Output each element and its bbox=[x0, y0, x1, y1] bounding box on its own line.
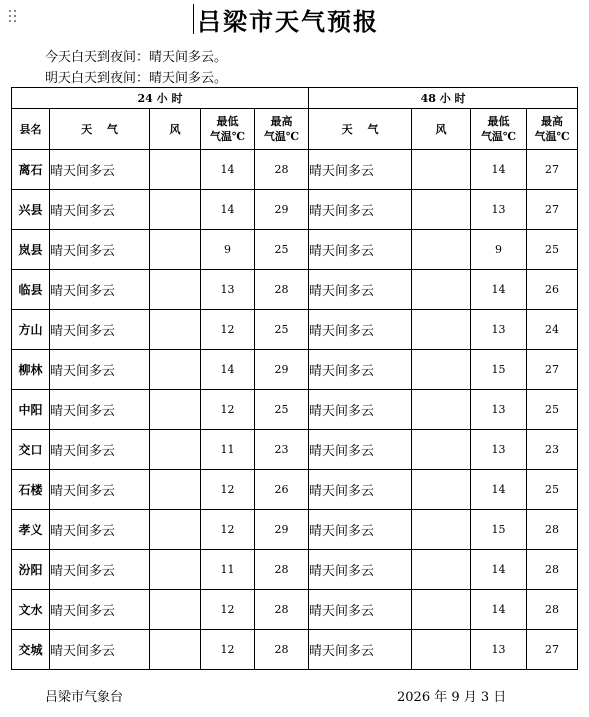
low-temp-24-cell[interactable]: 12 bbox=[201, 310, 255, 350]
table-row bbox=[12, 230, 578, 270]
issuer-label: 吕梁市气象台 bbox=[45, 690, 124, 705]
high-temp-24-cell[interactable]: 23 bbox=[255, 430, 309, 470]
low-temp-48-cell[interactable]: 13 bbox=[471, 390, 527, 430]
table-row bbox=[12, 270, 578, 310]
weather-24-cell[interactable]: 晴天间多云 bbox=[50, 230, 150, 270]
high-temp-24-cell[interactable]: 28 bbox=[255, 630, 309, 670]
weather-24-cell[interactable]: 晴天间多云 bbox=[50, 630, 150, 670]
county-cell[interactable]: 临县 bbox=[12, 270, 50, 310]
wind-24-cell[interactable] bbox=[150, 430, 201, 470]
summary-today: 今天白天到夜间：晴天间多云。 bbox=[45, 50, 228, 65]
col-wind-48-header: 风 bbox=[412, 109, 471, 150]
weather-48-cell[interactable]: 晴天间多云 bbox=[309, 190, 412, 230]
wind-24-cell[interactable] bbox=[150, 150, 201, 190]
weather-24-cell[interactable]: 晴天间多云 bbox=[50, 390, 150, 430]
high-temp-24-cell[interactable]: 25 bbox=[255, 390, 309, 430]
high-temp-48-cell[interactable]: 28 bbox=[527, 550, 578, 590]
county-cell[interactable]: 中阳 bbox=[12, 390, 50, 430]
high-temp-24-cell[interactable]: 26 bbox=[255, 470, 309, 510]
high-temp-48-cell[interactable]: 28 bbox=[527, 510, 578, 550]
weather-48-cell[interactable]: 晴天间多云 bbox=[309, 150, 412, 190]
wind-24-cell[interactable] bbox=[150, 350, 201, 390]
weather-48-cell[interactable]: 晴天间多云 bbox=[309, 590, 412, 630]
county-cell[interactable]: 柳林 bbox=[12, 350, 50, 390]
wind-24-cell[interactable] bbox=[150, 470, 201, 510]
col-low-24-line2: 气温℃ bbox=[209, 130, 246, 143]
weather-24-cell[interactable]: 晴天间多云 bbox=[50, 470, 150, 510]
forecast-table bbox=[11, 87, 578, 670]
table-row bbox=[12, 190, 578, 230]
table-row bbox=[12, 510, 578, 550]
col-low-48-line2: 气温℃ bbox=[480, 130, 517, 143]
weather-24-cell[interactable]: 晴天间多云 bbox=[50, 310, 150, 350]
weather-48-cell[interactable]: 晴天间多云 bbox=[309, 350, 412, 390]
text-cursor bbox=[193, 4, 194, 34]
county-cell[interactable]: 石楼 bbox=[12, 470, 50, 510]
low-temp-24-cell[interactable]: 12 bbox=[201, 390, 255, 430]
summary-tomorrow: 明天白天到夜间：晴天间多云。 bbox=[45, 71, 228, 86]
col-high-48-line2: 气温℃ bbox=[534, 130, 570, 143]
page-title[interactable]: 吕梁市天气预报 bbox=[197, 6, 379, 36]
wind-24-cell[interactable] bbox=[150, 510, 201, 550]
high-temp-24-cell[interactable]: 29 bbox=[255, 350, 309, 390]
table-row bbox=[12, 350, 578, 390]
wind-48-cell[interactable] bbox=[412, 470, 471, 510]
low-temp-24-cell[interactable]: 14 bbox=[201, 150, 255, 190]
wind-48-cell[interactable] bbox=[412, 630, 471, 670]
table-row bbox=[12, 390, 578, 430]
low-temp-48-cell[interactable]: 15 bbox=[471, 350, 527, 390]
table-move-handle-icon[interactable] bbox=[9, 10, 17, 26]
col-wind-24-header: 风 bbox=[150, 109, 201, 150]
wind-48-cell[interactable] bbox=[412, 230, 471, 270]
low-temp-24-cell[interactable]: 12 bbox=[201, 470, 255, 510]
col-low-48-header bbox=[471, 109, 527, 150]
high-temp-48-cell[interactable]: 26 bbox=[527, 270, 578, 310]
high-temp-48-cell[interactable]: 25 bbox=[527, 470, 578, 510]
low-temp-24-cell[interactable]: 12 bbox=[201, 590, 255, 630]
weather-24-cell[interactable]: 晴天间多云 bbox=[50, 550, 150, 590]
weather-48-cell[interactable]: 晴天间多云 bbox=[309, 510, 412, 550]
high-temp-48-cell[interactable]: 27 bbox=[527, 190, 578, 230]
low-temp-24-cell[interactable]: 11 bbox=[201, 430, 255, 470]
forecast-table-body bbox=[12, 150, 578, 670]
low-temp-48-cell[interactable]: 14 bbox=[471, 150, 527, 190]
low-temp-48-cell[interactable]: 13 bbox=[471, 310, 527, 350]
high-temp-48-cell[interactable]: 28 bbox=[527, 590, 578, 630]
high-temp-24-cell[interactable]: 25 bbox=[255, 310, 309, 350]
high-temp-48-cell[interactable]: 23 bbox=[527, 430, 578, 470]
wind-24-cell[interactable] bbox=[150, 550, 201, 590]
high-temp-48-cell[interactable]: 25 bbox=[527, 230, 578, 270]
wind-48-cell[interactable] bbox=[412, 550, 471, 590]
weather-24-cell[interactable]: 晴天间多云 bbox=[50, 190, 150, 230]
wind-48-cell[interactable] bbox=[412, 310, 471, 350]
low-temp-24-cell[interactable]: 12 bbox=[201, 510, 255, 550]
low-temp-24-cell[interactable]: 11 bbox=[201, 550, 255, 590]
wind-48-cell[interactable] bbox=[412, 430, 471, 470]
low-temp-24-cell[interactable]: 14 bbox=[201, 190, 255, 230]
wind-48-cell[interactable] bbox=[412, 590, 471, 630]
county-cell[interactable]: 交口 bbox=[12, 430, 50, 470]
high-temp-24-cell[interactable]: 28 bbox=[255, 270, 309, 310]
col-county-header: 县名 bbox=[12, 109, 50, 150]
weather-48-cell[interactable]: 晴天间多云 bbox=[309, 270, 412, 310]
wind-48-cell[interactable] bbox=[412, 190, 471, 230]
wind-48-cell[interactable] bbox=[412, 510, 471, 550]
wind-24-cell[interactable] bbox=[150, 390, 201, 430]
wind-48-cell[interactable] bbox=[412, 150, 471, 190]
low-temp-24-cell[interactable]: 14 bbox=[201, 350, 255, 390]
group-24h-header: 24 小 时 bbox=[12, 88, 309, 109]
col-low-48-line1: 最低 bbox=[487, 115, 510, 128]
low-temp-48-cell[interactable]: 14 bbox=[471, 550, 527, 590]
wind-48-cell[interactable] bbox=[412, 270, 471, 310]
high-temp-48-cell[interactable]: 27 bbox=[527, 630, 578, 670]
county-cell[interactable]: 离石 bbox=[12, 150, 50, 190]
low-temp-24-cell[interactable]: 12 bbox=[201, 630, 255, 670]
table-row bbox=[12, 150, 578, 190]
weather-48-cell[interactable]: 晴天间多云 bbox=[309, 630, 412, 670]
weather-48-cell[interactable]: 晴天间多云 bbox=[309, 430, 412, 470]
weather-24-cell[interactable]: 晴天间多云 bbox=[50, 430, 150, 470]
county-cell[interactable]: 方山 bbox=[12, 310, 50, 350]
county-cell[interactable]: 兴县 bbox=[12, 190, 50, 230]
table-row bbox=[12, 550, 578, 590]
wind-24-cell[interactable] bbox=[150, 190, 201, 230]
weather-48-cell[interactable]: 晴天间多云 bbox=[309, 550, 412, 590]
col-high-48-line1: 最高 bbox=[541, 115, 564, 128]
low-temp-48-cell[interactable]: 13 bbox=[471, 190, 527, 230]
wind-24-cell[interactable] bbox=[150, 310, 201, 350]
low-temp-48-cell[interactable]: 9 bbox=[471, 230, 527, 270]
high-temp-24-cell[interactable]: 28 bbox=[255, 550, 309, 590]
table-row bbox=[12, 630, 578, 670]
low-temp-24-cell[interactable]: 9 bbox=[201, 230, 255, 270]
col-high-24-header bbox=[255, 109, 309, 150]
weather-24-cell[interactable]: 晴天间多云 bbox=[50, 510, 150, 550]
wind-24-cell[interactable] bbox=[150, 590, 201, 630]
high-temp-24-cell[interactable]: 29 bbox=[255, 190, 309, 230]
wind-24-cell[interactable] bbox=[150, 630, 201, 670]
county-cell[interactable]: 汾阳 bbox=[12, 550, 50, 590]
table-row bbox=[12, 310, 578, 350]
issue-date: 2026 年 9 月 3 日 bbox=[397, 690, 507, 705]
high-temp-48-cell[interactable]: 25 bbox=[527, 390, 578, 430]
table-row bbox=[12, 590, 578, 630]
high-temp-24-cell[interactable]: 25 bbox=[255, 230, 309, 270]
high-temp-48-cell[interactable]: 24 bbox=[527, 310, 578, 350]
wind-24-cell[interactable] bbox=[150, 230, 201, 270]
high-temp-48-cell[interactable]: 27 bbox=[527, 350, 578, 390]
table-group-header-row bbox=[12, 88, 578, 109]
col-low-24-line1: 最低 bbox=[216, 115, 239, 128]
low-temp-48-cell[interactable]: 15 bbox=[471, 510, 527, 550]
weather-24-cell[interactable]: 晴天间多云 bbox=[50, 350, 150, 390]
low-temp-24-cell[interactable]: 13 bbox=[201, 270, 255, 310]
wind-48-cell[interactable] bbox=[412, 390, 471, 430]
col-high-48-header bbox=[527, 109, 578, 150]
weather-48-cell[interactable]: 晴天间多云 bbox=[309, 230, 412, 270]
col-weather-48-header: 天 气 bbox=[309, 109, 412, 150]
title-block bbox=[193, 2, 379, 36]
table-column-header-row bbox=[12, 109, 578, 150]
weather-48-cell[interactable]: 晴天间多云 bbox=[309, 470, 412, 510]
low-temp-48-cell[interactable]: 14 bbox=[471, 270, 527, 310]
group-48h-header: 48 小 时 bbox=[309, 88, 578, 109]
col-high-24-line2: 气温℃ bbox=[263, 130, 300, 143]
high-temp-24-cell[interactable]: 28 bbox=[255, 590, 309, 630]
weather-24-cell[interactable]: 晴天间多云 bbox=[50, 150, 150, 190]
high-temp-48-cell[interactable]: 27 bbox=[527, 150, 578, 190]
county-cell[interactable]: 交城 bbox=[12, 630, 50, 670]
low-temp-48-cell[interactable]: 14 bbox=[471, 470, 527, 510]
wind-48-cell[interactable] bbox=[412, 350, 471, 390]
wind-24-cell[interactable] bbox=[150, 270, 201, 310]
low-temp-48-cell[interactable]: 14 bbox=[471, 590, 527, 630]
col-high-24-line1: 最高 bbox=[270, 115, 293, 128]
county-cell[interactable]: 岚县 bbox=[12, 230, 50, 270]
weather-24-cell[interactable]: 晴天间多云 bbox=[50, 590, 150, 630]
high-temp-24-cell[interactable]: 29 bbox=[255, 510, 309, 550]
low-temp-48-cell[interactable]: 13 bbox=[471, 430, 527, 470]
county-cell[interactable]: 文水 bbox=[12, 590, 50, 630]
table-row bbox=[12, 430, 578, 470]
low-temp-48-cell[interactable]: 13 bbox=[471, 630, 527, 670]
weather-48-cell[interactable]: 晴天间多云 bbox=[309, 390, 412, 430]
weather-48-cell[interactable]: 晴天间多云 bbox=[309, 310, 412, 350]
col-low-24-header bbox=[201, 109, 255, 150]
high-temp-24-cell[interactable]: 28 bbox=[255, 150, 309, 190]
table-row bbox=[12, 470, 578, 510]
col-weather-24-header: 天 气 bbox=[50, 109, 150, 150]
county-cell[interactable]: 孝义 bbox=[12, 510, 50, 550]
weather-24-cell[interactable]: 晴天间多云 bbox=[50, 270, 150, 310]
